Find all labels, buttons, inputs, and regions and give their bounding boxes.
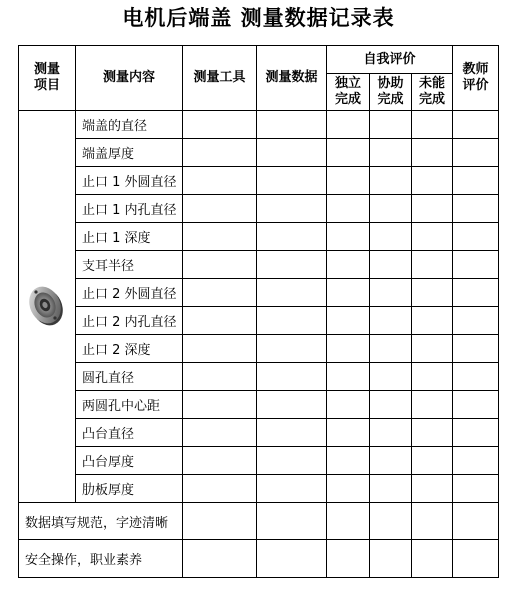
cell-tool[interactable] <box>183 540 257 578</box>
cell-assisted[interactable] <box>370 279 412 307</box>
cell-independent[interactable] <box>327 307 370 335</box>
cell-data[interactable] <box>257 475 327 503</box>
table-row <box>19 139 499 167</box>
header-content: 测量内容 <box>76 46 183 111</box>
table-row <box>19 475 499 503</box>
cell-assisted[interactable] <box>370 307 412 335</box>
row-content: 端盖厚度 <box>76 139 183 167</box>
cell-tool[interactable] <box>183 503 257 540</box>
cell-tool[interactable] <box>183 111 257 139</box>
cell-assisted[interactable] <box>370 447 412 475</box>
table-row <box>19 111 499 139</box>
cell-assisted[interactable] <box>370 335 412 363</box>
cell-tool[interactable] <box>183 419 257 447</box>
table-row <box>19 223 499 251</box>
cell-tool[interactable] <box>183 307 257 335</box>
header-assisted: 协助完成 <box>370 74 412 111</box>
cell-not-done[interactable] <box>412 419 453 447</box>
cell-independent[interactable] <box>327 251 370 279</box>
cell-assisted[interactable] <box>370 223 412 251</box>
cell-independent[interactable] <box>327 195 370 223</box>
cell-not-done[interactable] <box>412 223 453 251</box>
motor-end-cap-part-icon <box>27 280 67 330</box>
cell-teacher[interactable] <box>453 251 499 279</box>
header-data: 测量数据 <box>257 46 327 111</box>
cell-assisted[interactable] <box>370 111 412 139</box>
cell-tool[interactable] <box>183 391 257 419</box>
cell-not-done[interactable] <box>412 195 453 223</box>
measurement-table <box>18 45 499 578</box>
cell-data[interactable] <box>257 195 327 223</box>
table-row <box>19 447 499 475</box>
cell-data[interactable] <box>257 391 327 419</box>
cell-not-done[interactable] <box>412 307 453 335</box>
cell-not-done[interactable] <box>412 540 453 578</box>
cell-data[interactable] <box>257 139 327 167</box>
cell-teacher[interactable] <box>453 419 499 447</box>
cell-independent[interactable] <box>327 223 370 251</box>
footer-row <box>19 540 499 578</box>
cell-data[interactable] <box>257 279 327 307</box>
row-content: 止口 1 外圆直径 <box>76 167 183 195</box>
cell-teacher[interactable] <box>453 335 499 363</box>
cell-teacher[interactable] <box>453 139 499 167</box>
cell-independent[interactable] <box>327 503 370 540</box>
cell-independent[interactable] <box>327 139 370 167</box>
cell-assisted[interactable] <box>370 195 412 223</box>
cell-tool[interactable] <box>183 195 257 223</box>
cell-teacher[interactable] <box>453 223 499 251</box>
cell-independent[interactable] <box>327 335 370 363</box>
table-row <box>19 391 499 419</box>
cell-tool[interactable] <box>183 139 257 167</box>
cell-tool[interactable] <box>183 475 257 503</box>
cell-teacher[interactable] <box>453 391 499 419</box>
cell-not-done[interactable] <box>412 447 453 475</box>
cell-tool[interactable] <box>183 363 257 391</box>
header-teacher: 教师评价 <box>453 46 499 111</box>
cell-independent[interactable] <box>327 475 370 503</box>
header-not-done: 未能完成 <box>412 74 453 111</box>
table-row <box>19 335 499 363</box>
cell-teacher[interactable] <box>453 540 499 578</box>
cell-not-done[interactable] <box>412 335 453 363</box>
cell-data[interactable] <box>257 447 327 475</box>
cell-data[interactable] <box>257 167 327 195</box>
row-content: 凸台厚度 <box>76 447 183 475</box>
footer-label: 数据填写规范，字迹清晰 <box>19 503 183 540</box>
cell-independent[interactable] <box>327 167 370 195</box>
cell-not-done[interactable] <box>412 279 453 307</box>
cell-assisted[interactable] <box>370 391 412 419</box>
cell-independent[interactable] <box>327 540 370 578</box>
cell-assisted[interactable] <box>370 363 412 391</box>
cell-not-done[interactable] <box>412 251 453 279</box>
cell-teacher[interactable] <box>453 195 499 223</box>
table-row <box>19 167 499 195</box>
row-content: 止口 2 内孔直径 <box>76 307 183 335</box>
cell-assisted[interactable] <box>370 503 412 540</box>
cell-teacher[interactable] <box>453 475 499 503</box>
cell-assisted[interactable] <box>370 139 412 167</box>
cell-tool[interactable] <box>183 279 257 307</box>
cell-teacher[interactable] <box>453 111 499 139</box>
cell-assisted[interactable] <box>370 540 412 578</box>
row-content: 止口 1 内孔直径 <box>76 195 183 223</box>
table-row <box>19 419 499 447</box>
table-row <box>19 307 499 335</box>
row-content: 端盖的直径 <box>76 111 183 139</box>
cell-assisted[interactable] <box>370 251 412 279</box>
cell-data[interactable] <box>257 335 327 363</box>
cell-tool[interactable] <box>183 447 257 475</box>
cell-not-done[interactable] <box>412 363 453 391</box>
table-row <box>19 279 499 307</box>
cell-assisted[interactable] <box>370 419 412 447</box>
row-content: 两圆孔中心距 <box>76 391 183 419</box>
table-row <box>19 251 499 279</box>
row-content: 肋板厚度 <box>76 475 183 503</box>
cell-not-done[interactable] <box>412 111 453 139</box>
header-item: 测量项目 <box>19 46 76 111</box>
row-content: 止口 2 外圆直径 <box>76 279 183 307</box>
cell-independent[interactable] <box>327 447 370 475</box>
cell-tool[interactable] <box>183 167 257 195</box>
footer-row <box>19 503 499 540</box>
row-content: 支耳半径 <box>76 251 183 279</box>
header-self-eval: 自我评价 <box>327 46 453 74</box>
cell-teacher[interactable] <box>453 307 499 335</box>
cell-teacher[interactable] <box>453 279 499 307</box>
cell-not-done[interactable] <box>412 503 453 540</box>
cell-data[interactable] <box>257 223 327 251</box>
cell-not-done[interactable] <box>412 391 453 419</box>
cell-data[interactable] <box>257 503 327 540</box>
cell-data[interactable] <box>257 540 327 578</box>
cell-not-done[interactable] <box>412 167 453 195</box>
footer-label: 安全操作，职业素养 <box>19 540 183 578</box>
cell-data[interactable] <box>257 419 327 447</box>
cell-teacher[interactable] <box>453 447 499 475</box>
cell-teacher[interactable] <box>453 503 499 540</box>
row-content: 圆孔直径 <box>76 363 183 391</box>
cell-assisted[interactable] <box>370 475 412 503</box>
cell-independent[interactable] <box>327 111 370 139</box>
cell-teacher[interactable] <box>453 167 499 195</box>
cell-data[interactable] <box>257 251 327 279</box>
cell-independent[interactable] <box>327 279 370 307</box>
cell-tool[interactable] <box>183 251 257 279</box>
cell-independent[interactable] <box>327 419 370 447</box>
row-content: 止口 2 深度 <box>76 335 183 363</box>
header-row-1 <box>19 46 499 74</box>
page-title: 电机后端盖 测量数据记录表 <box>122 5 395 30</box>
cell-not-done[interactable] <box>412 139 453 167</box>
cell-not-done[interactable] <box>412 475 453 503</box>
cell-data[interactable] <box>257 111 327 139</box>
cell-data[interactable] <box>257 363 327 391</box>
cell-teacher[interactable] <box>453 363 499 391</box>
header-tool: 测量工具 <box>183 46 257 111</box>
table-row <box>19 195 499 223</box>
table-row <box>19 363 499 391</box>
cell-tool[interactable] <box>183 223 257 251</box>
row-content: 止口 1 深度 <box>76 223 183 251</box>
cell-data[interactable] <box>257 307 327 335</box>
part-image-cell <box>19 111 76 503</box>
cell-tool[interactable] <box>183 335 257 363</box>
cell-independent[interactable] <box>327 391 370 419</box>
row-content: 凸台直径 <box>76 419 183 447</box>
cell-assisted[interactable] <box>370 167 412 195</box>
header-independent: 独立完成 <box>327 74 370 111</box>
cell-independent[interactable] <box>327 363 370 391</box>
